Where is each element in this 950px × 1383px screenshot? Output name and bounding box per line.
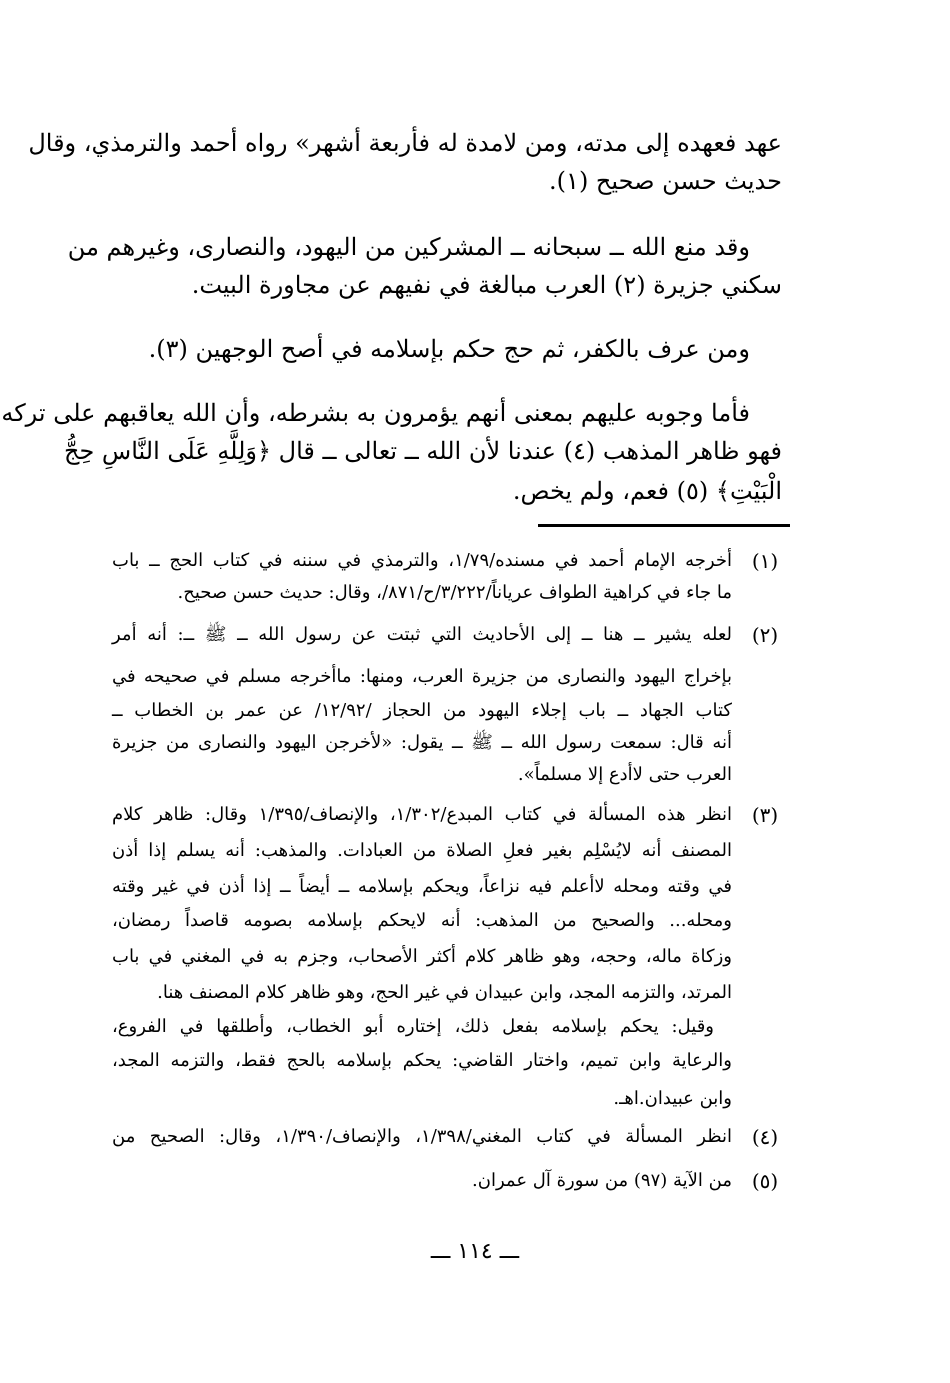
footnote-line: كتاب الجهاد ــ باب إجلاء اليهود من الحجاز /١٢/٩٢/ عن عمر بن الخطاب ــ: [112, 700, 732, 721]
footnote-line: بإخراج اليهود والنصارى من جزيرة العرب، ومنها: ماأخرجه مسلم في صحيحه في: [112, 666, 732, 687]
footnote-line: من الآية (٩٧) من سورة آل عمران.: [472, 1170, 732, 1191]
main-text-line: ومن عرف بالكفر، ثم حج حكم بإسلامه في أصح الوجهين (٣).: [148, 335, 750, 363]
footnote-number: (٥): [751, 1169, 779, 1193]
footnote-line: وقيل: يحكم بإسلامه بفعل ذلك، إختاره أبو الخطاب، وأطلقها في الفروع،: [112, 1016, 714, 1037]
main-text-line: حديث حسن صحيح (١).: [549, 167, 782, 195]
footnote-line: والرعاية وابن تميم، واختار القاضي: يحكم بإسلامه بالحج فقط، والتزمه المجد،: [112, 1050, 732, 1071]
footnote-line: المرتد، والتزمه المجد، وابن عبيدان في غير الحج، وهو ظاهر كلام المصنف هنا.: [157, 982, 732, 1003]
footnote-number: (٤): [751, 1125, 779, 1149]
footnote-line: ما جاء في كراهية الطواف عرياناً/٣/٢٢٢/ح/٨٧١/، وقال: حديث حسن صحيح.: [177, 582, 732, 603]
footnote-line: وزكاة ماله، وحجه، وهو ظاهر كلام أكثر الأصحاب، وجزم به في المغني في باب: [112, 946, 732, 967]
footnote-line: العرب حتى لاأدع إلا مسلماً».: [517, 764, 732, 785]
footnote-line: انظر المسألة في كتاب المغني/١/٣٩٨، والإنصاف/١/٣٩٠، وقال: الصحيح من: [112, 1126, 732, 1147]
footnote-number: (١): [751, 549, 779, 573]
footnote-line: في وقته ومحله لاأعلم فيه نزاعاً، ويحكم بإسلامه ــ أيضاً ــ إذا أذن في غير وقته: [112, 876, 732, 897]
footnote-line: أخرجه الإمام أحمد في مسنده/١/٧٩، والترمذي في سننه في كتاب الحج ــ باب: [112, 550, 732, 571]
footnote-separator: [538, 524, 790, 527]
footnote-number: (٢): [751, 623, 779, 647]
footnote-line: المصنف أنه لايُسْلِم بغير فعلِ الصلاة من العبادات. والمذهب: أنه يسلم إذا أذن: [112, 840, 732, 861]
main-text-line: وقد منع الله ــ سبحانه ــ المشركين من اليهود، والنصارى، وغيرهم من: [67, 233, 750, 261]
footnote-line: لعله يشير ــ هنا ــ إلى الأحاديث التي ثبتت عن رسول الله ــ ﷺ ــ: أنه أمر: [112, 624, 732, 645]
main-text-line: عهد فعهده إلى مدته، ومن لامدة له فأربعة أشهر» رواه أحمد والترمذي، وقال: [28, 129, 782, 157]
footnote-line: وابن عبيدان.اهـ.: [613, 1088, 732, 1109]
main-text-line: فهو ظاهر المذهب (٤) عندنا لأن الله ــ تعالى ــ قال ﴿وَلِلَّهِ عَلَى النَّاسِ حِجُّ: [63, 437, 782, 465]
main-text-line: فأما وجوبه عليهم بمعنى أنهم يؤمرون به بشرطه، وأن الله يعاقبهم على تركه: [1, 399, 750, 427]
footnote-line: أنه قال: سمعت رسول الله ــ ﷺ ــ يقول: «لأخرجن اليهود والنصارى من جزيرة: [112, 732, 732, 753]
footnote-number: (٣): [751, 803, 779, 827]
main-text-line: الْبَيْتِ﴾ (٥) فعم، ولم يخص.: [512, 477, 782, 505]
footnote-line: انظر هذه المسألة في كتاب المبدع/١/٣٠٢، والإنصاف/١/٣٩٥ وقال: ظاهر كلام: [112, 804, 732, 825]
page-number: ـــ ١١٤ ـــ: [430, 1239, 520, 1264]
footnote-line: ومحله... والصحيح من المذهب: أنه لايحكم بإسلامه بصومه قاصداً رمضان،: [112, 910, 732, 931]
main-text-line: سكني جزيرة (٢) العرب مبالغة في نفيهم عن مجاورة البيت.: [191, 271, 782, 299]
